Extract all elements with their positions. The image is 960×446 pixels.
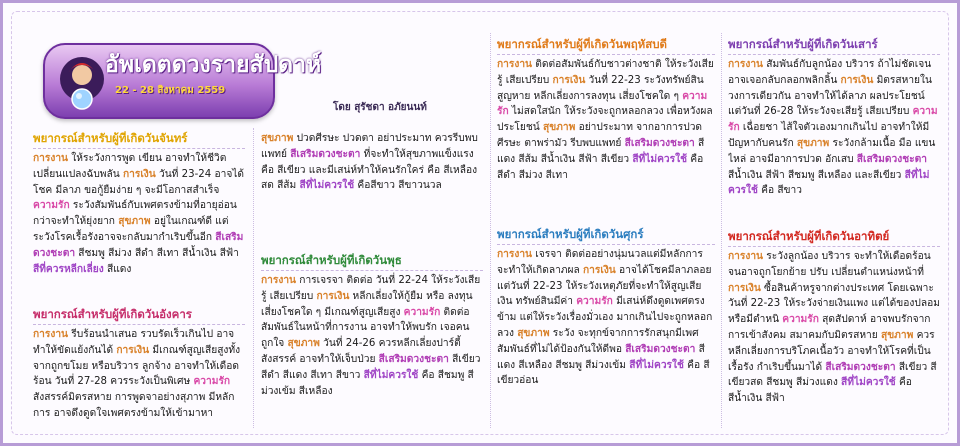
keyword-love: ความรัก bbox=[728, 106, 938, 134]
keyword-work: การงาน bbox=[33, 153, 69, 164]
text-unlucky: คือ สีเขียวอ่อน bbox=[497, 359, 710, 387]
keyword-money: การเงิน bbox=[728, 282, 761, 294]
keyword-unlucky: สีที่ควรหลีกเลี่ยง bbox=[33, 263, 104, 275]
section-body bbox=[497, 247, 715, 389]
column-divider bbox=[721, 33, 722, 428]
text-health: ปวดศีรษะ ปวดตา อย่าประมาท ควรรีบพบแพทย์ bbox=[261, 133, 478, 160]
keyword-lucky: สีเสริมดวงชะตา bbox=[624, 137, 695, 149]
section-saturday bbox=[728, 37, 940, 219]
section-title: พยากรณ์สำหรับผู้ที่เกิดวันอาทิตย์ bbox=[728, 229, 940, 247]
text-love: สังสรรค์มิตรสหาย การพูดจาอย่างสุภาพ มีหลักการ อาจดึงดูดใจเพศตรงข้ามให้เข้ามาหา bbox=[33, 392, 235, 419]
section-title: พยากรณ์สำหรับผู้ที่เกิดวันอังคาร bbox=[33, 307, 245, 325]
keyword-work: การงาน bbox=[33, 329, 69, 340]
section-title: พยากรณ์สำหรับผู้ที่เกิดวันพุธ bbox=[261, 253, 483, 271]
banner-date: 22 - 28 สิงหาคม 2559 bbox=[115, 85, 226, 96]
section-body bbox=[261, 131, 483, 194]
text-money: วันที่ 22-23 ระวังทรัพย์สินสูญหาย หลีกเลี่ยงการลงทุน เสี่ยงโชคใด ๆ bbox=[497, 74, 704, 102]
section-body bbox=[728, 249, 940, 407]
keyword-love: ความรัก bbox=[497, 90, 708, 118]
text-work: การเจรจา ติดต่อ วันที่ 22-24 ให้ระวังเสียรู้ เสียเปรียบ bbox=[261, 275, 481, 302]
text-lucky: สีน้ำเงิน สีฟ้า สีชมพู สีเหลือง และสีเขียว bbox=[728, 169, 902, 181]
text-health: อย่าประมาท จากอาการปวดศีรษะ ตาพร่ามัว รีบพบแพทย์ bbox=[497, 122, 703, 149]
keyword-health: สุขภาพ bbox=[261, 133, 294, 144]
keyword-work: การงาน bbox=[497, 59, 533, 70]
fortune-teller-icon bbox=[51, 51, 113, 113]
text-love: สุดสัปดาห์ อาจพบรักจากการเข้าสังคม สมาคมกับมิตรสหาย bbox=[728, 314, 931, 341]
text-unlucky: คือสีน้ำเงิน สีฟ้า bbox=[728, 377, 912, 405]
section-thursday bbox=[497, 37, 715, 217]
text-health: ระวังกล้ามเนื้อ มือ แขน ไหล่ อาจมีอาการปวด อักเสบ bbox=[728, 137, 936, 165]
text-lucky: ที่จะทำให้สุขภาพแข็งแรงคือ สีเขียว และมีเสน่ห์ทำให้คนรักใคร่ คือ สีเหลืองสด สีส้ม bbox=[261, 148, 478, 192]
keyword-unlucky: สีที่ไม่ควรใช้ bbox=[841, 377, 896, 389]
keyword-love: ความรัก bbox=[576, 296, 613, 308]
keyword-lucky: สีเสริมดวงชะตา bbox=[378, 353, 449, 365]
section-title: พยากรณ์สำหรับผู้ที่เกิดวันศุกร์ bbox=[497, 227, 715, 245]
text-lucky: สีเขียว สีเขียวสด สีชมพู สีม่วงแดง bbox=[728, 361, 937, 389]
keyword-money: การเงิน bbox=[840, 74, 874, 86]
section-body bbox=[33, 327, 245, 422]
text-love: ติดต่อ สัมพันธ์ในหน้าที่การงาน อาจทำให้พบรัก เจอคนถูกใจ bbox=[261, 306, 470, 350]
keyword-money: การเงิน bbox=[316, 290, 350, 302]
keyword-health: สุขภาพ bbox=[796, 137, 830, 149]
keyword-lucky: สีเสริมดวงชะตา bbox=[33, 231, 244, 259]
keyword-unlucky: สีที่ไม่ควรใช้ bbox=[363, 369, 419, 381]
text-money: ซื้อสินค้าหรูจากต่างประเทศ โดยเฉพาะวันที่ 22-23 ให้ระวังจ่ายเงินแพง แต่ได้ของปลอมหรือมีตำหนิ bbox=[728, 282, 940, 326]
text-money: มิตรสหายในวงการเดียวกัน อาจทำให้ได้ลาภ ผลประโยชน์ แต่วันที่ 26-28 ให้ระวังจะเสียรู้ เสียเปรียบ bbox=[728, 74, 932, 118]
section-tuesday-continued bbox=[261, 131, 483, 241]
text-money: วันที่ 23-24 อาจได้โชค มีลาภ ขอกู้ยืมง่าย ๆ จะมีโอกาสสำเร็จ bbox=[33, 168, 245, 196]
section-monday bbox=[33, 131, 245, 301]
keyword-money: การเงิน bbox=[552, 74, 586, 86]
text-health: อยู่ในเกณฑ์ดี แต่ระวังโรคเรื้อรังอาจจะกลับมากำเริบขึ้นอีก bbox=[33, 216, 229, 243]
text-work: ระวังลูกน้อง บริวาร จะทำให้เดือดร้อน จนอาจถูกโยกย้าย ปรับ เปลี่ยนตำแหน่งหน้าที่ bbox=[728, 251, 931, 278]
section-title: พยากรณ์สำหรับผู้ที่เกิดวันจันทร์ bbox=[33, 131, 245, 149]
text-love: ไม่สดใสนัก ให้ระวังจะถูกหลอกลวง เพื่อหวังผลประโยชน์ bbox=[497, 106, 713, 134]
keyword-work: การงาน bbox=[497, 249, 533, 260]
column-divider bbox=[490, 33, 491, 428]
keyword-health: สุขภาพ bbox=[287, 338, 320, 350]
keyword-love: ความรัก bbox=[193, 376, 231, 388]
text-unlucky: สีแดง bbox=[107, 263, 132, 275]
section-tuesday bbox=[33, 307, 245, 427]
text-health: ระวัง จะทุกข์จากการรักสนุกมีเพศสัมพันธ์ที่ไม่ได้ป้องกันให้ดีพอ bbox=[497, 327, 699, 355]
keyword-health: สุขภาพ bbox=[118, 216, 151, 228]
text-money: มีเกณฑ์สูญเสียสูงทั้งจากถูกขโมย หรือบริวาร ลูกจ้าง อาจทำให้เดือดร้อน วันที่ 27-28 ควรระวังเป็นพิเศษ bbox=[33, 344, 241, 388]
keyword-love: ความรัก bbox=[403, 306, 441, 318]
text-love: เฉื่อยชา ไส้ใจตัวเองมากเกินไป อาจทำให้มีปัญหากับคนรัก bbox=[728, 122, 930, 149]
keyword-love: ความรัก bbox=[782, 314, 819, 326]
text-love: มีเสน่ห์ดึงดูดเพศตรงข้าม แต่ให้ระวังเรื่องมั่วเอง มากเกินไปจะถูกหลอกลวง bbox=[497, 296, 713, 339]
text-work: ติดต่อสัมพันธ์กับชาวต่างชาติ ให้ระวังเสียรู้ เสียเปรียบ bbox=[497, 59, 714, 86]
keyword-unlucky: สีที่ไม่ควรใช้ bbox=[299, 180, 355, 192]
banner-author: โดย สุรัชดา อภัยนนท์ bbox=[333, 102, 427, 113]
keyword-unlucky: สีที่ไม่ควรใช้ bbox=[629, 359, 684, 371]
text-lucky: สีแดง สีส้ม สีน้ำเงิน สีฟ้า สีเขียว bbox=[497, 137, 705, 165]
text-work: เจรจา ติดต่ออย่างนุ่มนวลแต่มีหลักการ จะทำให้เกิดลาภผล bbox=[497, 249, 703, 276]
keyword-unlucky: สีที่ไม่ควรใช้ bbox=[728, 169, 930, 197]
keyword-lucky: สีเสริมดวงชะตา bbox=[825, 361, 896, 373]
text-health: ควรหลีกเลี่ยงการบริโภคเนื้อวัว อาจทำให้โรคที่เป็นเรื้อรัง กำเริบขึ้นมาได้ bbox=[728, 329, 935, 373]
section-sunday bbox=[728, 229, 940, 427]
text-work: สัมพันธ์กับลูกน้อง บริวาร ถ้าไม่ชัดเจน อาจเจอกลับกลอกพลิกลิ้น bbox=[728, 59, 932, 86]
keyword-work: การงาน bbox=[728, 59, 764, 70]
keyword-work: การงาน bbox=[728, 251, 764, 262]
text-love: ระวังสัมพันธ์กับเพศตรงข้ามที่อายุอ่อนกว่าจะทำให้ยุ่งยาก bbox=[33, 200, 237, 228]
text-lucky: สีแดง สีเหลือง สีชมพู สีม่วงเข้ม bbox=[497, 343, 705, 371]
text-lucky: สีเขียว สีดำ สีแดง สีเทา สีขาว bbox=[261, 353, 481, 381]
section-friday bbox=[497, 227, 715, 427]
section-title: พยากรณ์สำหรับผู้ที่เกิดวันเสาร์ bbox=[728, 37, 940, 55]
keyword-money: การเงิน bbox=[122, 168, 156, 180]
keyword-lucky: สีเสริมดวงชะตา bbox=[625, 343, 696, 355]
text-unlucky: คือ สีขาว bbox=[761, 185, 802, 197]
text-work: รีบร้อนนำเสนอ รวบรัดเร็วเกินไป อาจทำให้ขัดแย้งกันได้ bbox=[33, 329, 235, 356]
keyword-money: การเงิน bbox=[116, 344, 150, 356]
text-health: วันที่ 24-26 ควรหลีกเลี่ยงปาร์ตี้สังสรรค์ อาจทำให้เจ็บป่วย bbox=[261, 338, 461, 365]
text-unlucky: คือ สีดำ สีม่วง สีเทา bbox=[497, 153, 704, 181]
keyword-health: สุขภาพ bbox=[517, 327, 550, 339]
keyword-love: ความรัก bbox=[33, 200, 70, 212]
column-divider bbox=[253, 128, 254, 428]
text-money: หลีกเลี่ยงให้กู้ยืม หรือ ลงทุน เสี่ยงโชคใด ๆ มีเกณฑ์สูญเสียสูง bbox=[261, 290, 473, 318]
keyword-unlucky: สีที่ไม่ควรใช้ bbox=[632, 153, 688, 165]
keyword-work: การงาน bbox=[261, 275, 297, 286]
text-unlucky: คือสีขาว สีขาวนวล bbox=[357, 180, 442, 192]
keyword-lucky: สีเสริมดวงชะตา bbox=[290, 148, 361, 160]
text-lucky: สีชมพู สีม่วง สีดำ สีเทา สีน้ำเงิน สีฟ้า bbox=[78, 247, 239, 259]
text-money: อาจได้โชคมีลาภลอย แต่วันที่ 22-23 ให้ระวังเหตุภัยที่จะทำให้สูญเสียเงิน ทรัพย์สินมีค่า bbox=[497, 264, 712, 308]
section-body bbox=[33, 151, 245, 277]
banner-title: อัพเดตดวงรายสัปดาห์ bbox=[105, 52, 322, 78]
text-work: ให้ระวังการพูด เขียน อาจทำให้ชีวิตเปลี่ยนแปลงฉับพลัน bbox=[33, 153, 227, 180]
section-body bbox=[728, 57, 940, 199]
section-body bbox=[497, 57, 715, 183]
keyword-lucky: สีเสริมดวงชะตา bbox=[856, 153, 927, 165]
keyword-money: การเงิน bbox=[582, 264, 616, 276]
section-body bbox=[261, 273, 483, 399]
weekly-banner bbox=[43, 43, 322, 119]
section-wednesday bbox=[261, 253, 483, 428]
text-unlucky: คือ สีชมพู สีม่วงเข้ม สีเหลือง bbox=[261, 369, 474, 397]
keyword-health: สุขภาพ bbox=[880, 329, 914, 341]
section-title: พยากรณ์สำหรับผู้ที่เกิดวันพฤหัสบดี bbox=[497, 37, 715, 55]
keyword-health: สุขภาพ bbox=[542, 122, 576, 134]
